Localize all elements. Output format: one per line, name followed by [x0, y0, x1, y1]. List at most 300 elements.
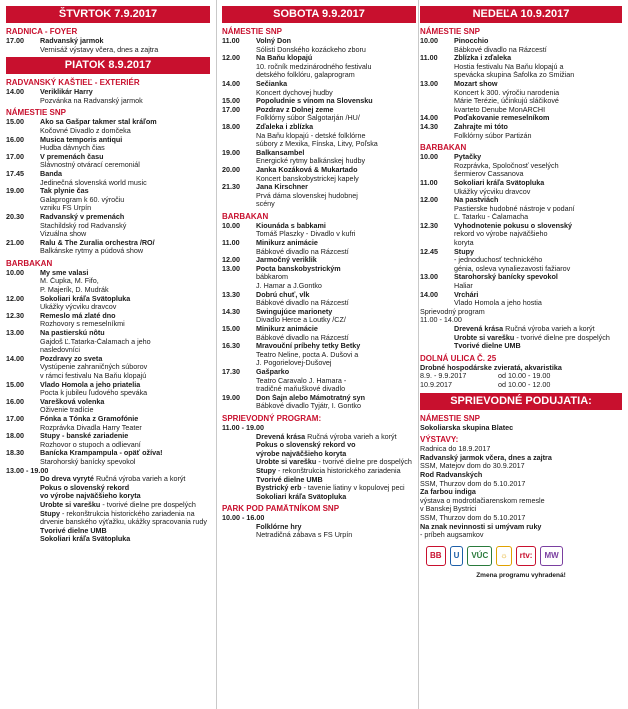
event-desc: Pozvánka na Radvanský jarmok [40, 96, 143, 105]
event-time: 21.30 [222, 182, 240, 192]
event-title: Banda [40, 169, 62, 178]
event-body [454, 123, 622, 140]
event-title: Vyhodnotenie pokusu o slovenský [454, 221, 572, 230]
sponsor-logo: ☼ [496, 546, 511, 566]
event-body [256, 37, 416, 54]
event-desc: Oživenie tradície [40, 406, 94, 415]
day-header-friday: PIATOK 8.9.2017 [6, 57, 210, 74]
program-item [420, 291, 622, 308]
column-saturday [222, 6, 416, 540]
event-body [256, 394, 416, 411]
event-time: 17.00 [6, 413, 24, 423]
event-body [40, 329, 210, 355]
accompanying-title: Drevená krása [454, 324, 504, 333]
event-desc: Prvá dáma slovenskej hudobnej [256, 191, 358, 200]
event-time: 12.00 [420, 195, 438, 205]
event-time: 13.00 [420, 78, 438, 88]
event-time: 14.00 [420, 289, 438, 299]
program-item [222, 106, 416, 123]
program-item [6, 398, 210, 415]
kastiel-list [6, 88, 210, 105]
event-body [256, 368, 416, 394]
footer-note: Zmena programu vyhradená! [476, 571, 566, 579]
event-desc: Bábkové divadlo na Rázcestí [256, 247, 349, 256]
event-title: Radvanský v premenách [40, 212, 125, 221]
event-body [454, 248, 622, 274]
event-time: 15.00 [222, 324, 240, 333]
program-item [6, 118, 210, 135]
event-desc: bábkarom [256, 273, 288, 282]
event-desc: Pocta k jubileu ľudového speváka [40, 389, 148, 398]
event-title: Sečianka [256, 79, 288, 88]
event-desc: spevácka skupina Šafolka zo Smižian [454, 71, 575, 80]
program-item [6, 312, 210, 329]
event-body [454, 114, 622, 123]
program-item [6, 187, 210, 213]
event-time: 12.30 [6, 310, 24, 320]
event-body [256, 291, 416, 308]
event-body [256, 149, 416, 166]
event-title: Ako sa Gašpar takmer stal kráľom [40, 118, 157, 127]
snp-list [6, 118, 210, 256]
accompanying-title: Urobte si varešku [454, 332, 515, 342]
event-title: Musica temporis antiqui [40, 135, 123, 144]
event-title: Banícka Krampampula - opäť ožíva! [40, 449, 163, 458]
event-body [40, 432, 210, 449]
snp-list [222, 37, 416, 209]
program-item [222, 325, 416, 342]
event-time: 20.00 [222, 164, 240, 174]
event-body [40, 381, 210, 398]
accompanying-list [6, 475, 210, 544]
event-time: 12.45 [420, 246, 438, 256]
event-body [40, 449, 210, 466]
accompanying-time: 11.00 - 14.00 [420, 315, 462, 325]
event-body [40, 187, 210, 213]
event-title: Remeslo má zlaté dno [40, 311, 116, 320]
event-title: Stupy [454, 247, 474, 256]
event-desc: Teatro Neline, pocta A. Dušovi a [256, 350, 359, 359]
event-time: 20.30 [6, 211, 24, 221]
accompanying-desc: Ručná výroba varieh a korýt [307, 431, 397, 441]
event-title: Poďakovanie remeselníkom [454, 114, 550, 123]
accompanying-title: Bystrický erb [256, 483, 302, 493]
accompanying-title: Tvorivé dielne UMB [256, 474, 323, 484]
event-body [256, 166, 416, 183]
accompanying-item [6, 510, 210, 527]
event-body [40, 88, 210, 105]
event-time: 14.30 [222, 306, 240, 316]
program-item [6, 381, 210, 398]
event-body [256, 183, 416, 209]
event-desc: Ľ. Tatarku - Čalamacha [454, 213, 529, 222]
program-item [420, 114, 622, 123]
accompanying-title: Tvorivé dielne UMB [40, 525, 107, 535]
accompanying-desc: - tavenie liatiny [303, 483, 352, 493]
accompanying-desc: pre dospelých [151, 499, 196, 509]
event-time: 10.00 [222, 220, 240, 230]
program-item [222, 368, 416, 394]
event-body [454, 153, 622, 179]
event-title: Na pastierskú nôtu [40, 329, 105, 338]
program-item [6, 355, 210, 381]
event-title: Pozdrav z Dolnej zeme [256, 105, 334, 114]
event-body [40, 136, 210, 153]
accompanying-item [420, 334, 622, 343]
column-thursday-friday [6, 6, 210, 544]
event-title: Popoludnie s vínom na Slovensku [256, 97, 373, 106]
sponsor-logo: U [450, 546, 464, 566]
program-item [6, 269, 210, 295]
event-desc: Márie Terézie, účinkujú sláčikové [454, 97, 559, 106]
event-desc: šermierov Cassanova [454, 170, 524, 179]
event-title: Na Baňu klopajú [256, 54, 313, 63]
program-item [6, 329, 210, 355]
event-body [40, 213, 210, 239]
exhibition-place: SSM, Thurzov dom do 5.10.2017 [420, 512, 526, 522]
section-snp: NÁMESTIE SNP [222, 27, 283, 36]
program-item [222, 166, 416, 183]
accompanying-list [420, 325, 622, 351]
event-title: Gašparko [256, 367, 290, 376]
event-body [40, 312, 210, 329]
event-body [40, 355, 210, 381]
event-time: 11.00 [420, 53, 438, 63]
accompanying-title: Pokus o slovenský rekord vo [256, 440, 356, 450]
event-desc: kvarteto Denube MonARCHI [454, 105, 546, 114]
exhibition-title: Na znak nevinnosti si umývam ruky [420, 521, 542, 531]
event-body [256, 239, 416, 256]
program-item [222, 394, 416, 411]
program-item [222, 149, 416, 166]
event-title: Pinocchio [454, 37, 489, 45]
exhibition-place: SSM, Matejov dom do 30.9.2017 [420, 461, 525, 471]
event-title: Zblízka i zďaleka [454, 54, 512, 63]
program-item [420, 80, 622, 114]
event-desc: Ukážky výcviku dravcov [454, 187, 531, 196]
event-desc: Galaprogram k 60. výročiu [40, 195, 125, 204]
event-body [40, 118, 210, 135]
event-desc: scény [256, 200, 275, 209]
event-title: Stupy - banské zariadenie [40, 432, 129, 441]
event-desc: Rozhovory s remeselníkmi [40, 320, 125, 329]
event-body [40, 170, 210, 187]
accompanying-item [222, 493, 416, 502]
barbakan-list [222, 222, 416, 411]
event-desc: Bábkové divadlo na Rázcestí [256, 333, 349, 342]
program-item [222, 342, 416, 368]
program-item [222, 123, 416, 149]
event-body [454, 291, 622, 308]
event-title: Volný Don [256, 37, 292, 45]
event-desc: - jednoduchosť technického [454, 256, 543, 265]
accompanying-desc: - rekonštrukcia historického [61, 508, 150, 518]
accompanying-title: Drevená krása [256, 431, 306, 441]
accompanying-desc: - tvorivé dielne [102, 499, 150, 509]
event-time: 14.00 [420, 113, 438, 123]
event-desc: J. Hamar a J.Gontko [256, 282, 322, 291]
event-title: Zďaleka i zblízka [256, 122, 314, 131]
dolna-row [420, 381, 622, 390]
program-item [222, 80, 416, 97]
column-divider [216, 0, 217, 709]
event-time: 13.00 [222, 263, 240, 273]
event-title: Don Šajn alebo Mámotratný syn [256, 393, 366, 402]
event-body [40, 37, 210, 54]
section-dolna: DOLNÁ ULICA Č. 25 [420, 353, 497, 363]
event-desc: súbory z Mexika, Fínska, Litvy, Poľska [256, 140, 378, 149]
event-desc: Na Baňu klopajú - detské folklórne [256, 131, 366, 140]
radnica-list [6, 37, 210, 54]
event-time: 15.00 [6, 117, 24, 127]
program-item [222, 265, 416, 291]
program-item [420, 248, 622, 274]
accompanying-time: 11.00 - 19.00 [222, 422, 264, 432]
event-desc: Teatro Caravalo J. Hamara - [256, 376, 347, 385]
event-time: 17.00 [6, 151, 24, 161]
event-time: 11.00 [420, 177, 438, 187]
event-desc: Gajdoš Ľ.Tatarka-Čalamach a jeho [40, 337, 151, 346]
column-sunday [420, 6, 622, 579]
event-time: 19.00 [6, 186, 24, 196]
event-title: My sme valasi [40, 268, 89, 277]
accompanying-item [6, 535, 210, 544]
event-desc: koryta [454, 239, 474, 248]
event-body [256, 325, 416, 342]
event-time: 18.00 [6, 431, 24, 441]
event-title: Swingujúce marionety [256, 307, 333, 316]
event-desc: Vlado Homola a jeho hostia [454, 299, 542, 308]
event-desc: Energické rytmy balkánskej hudby [256, 157, 366, 166]
event-time: 12.00 [222, 255, 240, 265]
event-time: 14.30 [420, 121, 438, 131]
dolna-date: 8.9. - 9.9.2017 [420, 371, 467, 381]
program-item [222, 183, 416, 209]
event-title: Balkansambel [256, 148, 305, 157]
event-desc: Folklórny súbor Šalgotarján /HU/ [256, 114, 360, 123]
program-item [222, 97, 416, 106]
sponsor-logo: MW [540, 546, 562, 566]
program-item [420, 37, 622, 54]
event-time: 12.00 [222, 53, 240, 63]
event-desc: Folklórny súbor Partizán [454, 131, 532, 140]
program-item [222, 291, 416, 308]
accompanying-title: Stupy [40, 508, 60, 518]
event-body [40, 239, 210, 256]
event-desc: Haliar [454, 282, 473, 291]
event-desc: rekord vo výrobe najväčšieho [454, 230, 548, 239]
event-body [40, 269, 210, 295]
event-title: Pocta banskobystrickým [256, 264, 341, 273]
accompanying-desc: Ručná výroba varieh a korýt [95, 474, 186, 484]
section-park: PARK POD PAMÄTNÍKOM SNP [222, 504, 340, 514]
event-title: Mravouční príbehy tetky Betky [256, 342, 361, 351]
event-time: 16.00 [6, 134, 24, 144]
event-body [256, 106, 416, 123]
section-barbakan: BARBAKAN [222, 211, 269, 221]
accompanying-title: výrobe najväčšieho koryta [256, 448, 347, 458]
events-header: SPRIEVODNÉ PODUJATIA: [420, 393, 622, 410]
section-barbakan: BARBAKAN [420, 143, 467, 153]
event-desc: Hudba dávnych čias [40, 144, 105, 153]
event-time: 10.00 [420, 152, 438, 162]
program-item [420, 273, 622, 290]
program-item [6, 213, 210, 239]
event-desc: Rozprávka Divadla Harry Teater [40, 423, 142, 432]
dolna-time: od 10.00 - 19.00 [498, 371, 551, 381]
event-time: 11.00 [222, 238, 240, 248]
exhibition-title: Rod Radvanských [420, 469, 483, 479]
day-header-sunday: NEDEĽA 10.9.2017 [420, 6, 622, 23]
dolna-time: od 10.00 - 12.00 [498, 379, 551, 389]
event-desc: Vernisáž výstavy včera, dnes a zajtra [40, 45, 159, 54]
event-body [454, 80, 622, 114]
event-title: Na pastviách [454, 196, 499, 205]
program-item [222, 308, 416, 325]
accompanying-section: Sprievodný program [420, 306, 485, 316]
event-title: Varešková volenka [40, 397, 105, 406]
event-desc: Sólisti Donského kozáckeho zboru [256, 45, 366, 54]
program-item [420, 54, 622, 80]
day-header-saturday: SOBOTA 9.9.2017 [222, 6, 416, 23]
exhibition-place: Radnica do 18.9.2017 [420, 444, 491, 454]
dolna-date: 10.9.2017 [420, 379, 452, 389]
event-time: 11.00 [222, 36, 240, 45]
sponsor-logo: rtv: [516, 546, 537, 566]
event-time: 13.00 [6, 328, 24, 338]
day-header-thursday: ŠTVRTOK 7.9.2017 [6, 6, 210, 23]
program-item [6, 136, 210, 153]
event-title: V premenách času [40, 152, 104, 161]
event-title: Pozdravy zo sveta [40, 354, 103, 363]
event-body [40, 153, 210, 170]
exhibition-place: v Banskej Bystrici [420, 504, 477, 514]
event-body [454, 54, 622, 80]
program-item [6, 449, 210, 466]
event-desc: Stachildský rod Radvanský [40, 221, 127, 230]
accompanying-desc: pre dospelých [565, 332, 610, 342]
event-body [454, 179, 622, 196]
events-snp-title: Sokoliarska skupina Blatec [420, 422, 514, 432]
event-time: 13.00 [420, 272, 438, 282]
event-time: 14.00 [222, 78, 240, 88]
accompanying-title: Sokoliari kráľa Svätopluka [256, 491, 347, 501]
program-item [420, 179, 622, 196]
event-desc: génia, osleva vynaliezavosti fažiarov [454, 264, 571, 273]
program-item [222, 239, 416, 256]
accompanying-title: Sokoliari kráľa Svätopluka [40, 534, 131, 544]
event-body [454, 37, 622, 54]
event-desc: M. Čupka, M. Fifo, [40, 277, 99, 286]
event-time: 18.30 [6, 448, 24, 458]
accompanying-desc: - tvorivé dielne [318, 457, 366, 467]
event-title: Jarmočný veriklik [256, 256, 317, 265]
section-barbakan: BARBAKAN [6, 258, 53, 268]
event-time: 15.00 [222, 96, 240, 106]
section-radnica: RADNICA - FOYER [6, 27, 78, 36]
event-time: 12.00 [6, 293, 24, 303]
sponsor-logos [420, 546, 622, 566]
section-accompanying: SPRIEVODNÝ PROGRAM: [222, 413, 322, 423]
event-desc: Tomáš Plaszky - Divadlo v kufri [256, 230, 356, 239]
event-title: Pytačky [454, 153, 482, 162]
section-snp: NÁMESTIE SNP [6, 108, 67, 118]
section-snp: NÁMESTIE SNP [420, 27, 481, 36]
event-title: Jana Kirschner [256, 183, 308, 192]
event-title: Vrchári [454, 290, 479, 299]
event-title: Radvanský jarmok [40, 37, 104, 45]
sponsor-logo: BB [426, 546, 446, 566]
program-item [222, 256, 416, 265]
event-body [256, 265, 416, 291]
event-body [256, 308, 416, 325]
accompanying-title: vo výrobe najväčšieho koryta [40, 491, 141, 501]
exhibition-place: - príbeh augsamkov [420, 530, 484, 540]
event-time: 10.00 [6, 267, 24, 277]
event-time: 13.30 [222, 289, 240, 299]
event-time: 19.00 [222, 392, 240, 402]
event-desc: 10. ročník medzinárodného festivalu [256, 62, 372, 71]
event-body [256, 256, 416, 265]
program-item [420, 196, 622, 222]
accompanying-item [420, 342, 622, 351]
dolna-title: Drobné hospodárske zvieratá, akvaristika [420, 362, 562, 372]
event-time: 14.00 [6, 353, 24, 363]
section-kastiel: RADVANSKÝ KAŠTIEĽ - EXTERIÉR [6, 78, 140, 88]
accompanying-title: Urobte si varešku [40, 499, 101, 509]
event-title: Starohorský banícky spevokol [454, 273, 558, 282]
exhibition-place: výstava o modrotlačiarenskom remesle [420, 495, 545, 505]
accompanying-title: Tvorivé dielne UMB [454, 341, 521, 351]
event-desc: Bábkové divadlo na Rázcestí [256, 299, 349, 308]
event-desc: nasledovníci [40, 346, 80, 355]
snp-list [420, 37, 622, 140]
event-body [40, 295, 210, 312]
exhibition-title: Radvanský jarmok včera, dnes a zajtra [420, 452, 552, 462]
program-item [420, 222, 622, 248]
event-time: 14.00 [6, 87, 24, 97]
event-title: Zahrajte mi tóto [454, 122, 508, 131]
park-title: Folklórne hry [256, 521, 302, 531]
program-item [6, 37, 210, 54]
event-time: 16.30 [222, 341, 240, 351]
exhibition-title: Za farbou indiga [420, 487, 476, 497]
event-title: Ralu & The Zuralia orchestra /RO/ [40, 238, 155, 247]
section-exhibitions: VÝSTAVY: [420, 435, 459, 445]
event-body [256, 342, 416, 368]
program-item [6, 153, 210, 170]
accompanying-desc: - rekonštrukcia historického [277, 465, 366, 475]
program-item [222, 37, 416, 54]
event-time: 15.00 [6, 379, 24, 389]
dolna-list [420, 372, 622, 389]
event-title: Vlado Homola a jeho priatelia [40, 380, 141, 389]
accompanying-title: Pokus o slovenský rekord [40, 482, 130, 492]
event-time: 17.30 [222, 366, 240, 376]
event-desc: Starohorský banícky spevokol [40, 457, 136, 466]
event-desc: detského folklóru, galaprogram [256, 71, 355, 80]
column-divider [418, 0, 419, 709]
program-item [222, 222, 416, 239]
event-time: 10.00 [420, 36, 438, 45]
accompanying-title: Do dreva vyryté [40, 474, 94, 484]
program-item [6, 88, 210, 105]
event-title: Sokoliari kráľa Svätopluka [40, 294, 131, 303]
park-time: 10.00 - 16.00 [222, 513, 265, 523]
event-desc: Hostia festivalu Na Baňu klopajú a [454, 62, 564, 71]
event-desc: Vystúpenie zahraničných súborov [40, 363, 148, 372]
accompanying-desc: zariadenia na drvenie banského [40, 508, 195, 527]
